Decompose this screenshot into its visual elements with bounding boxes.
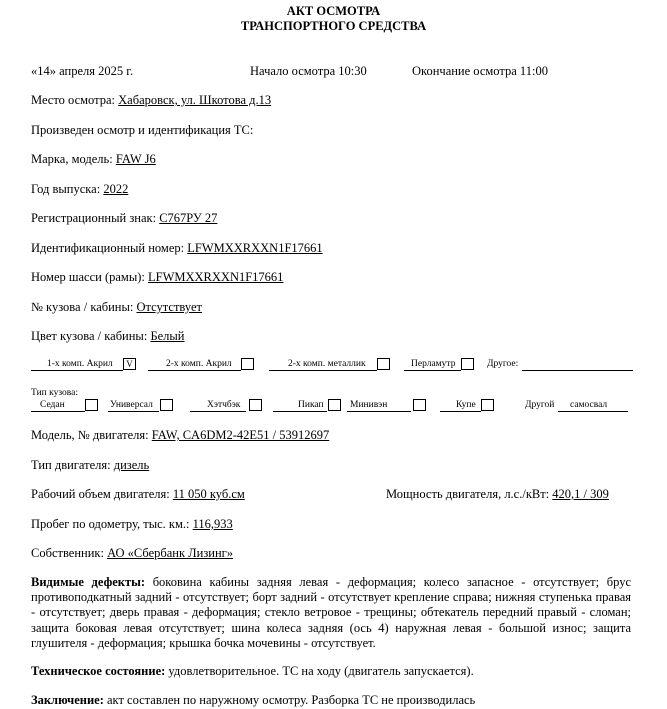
conclusion-row	[31, 693, 475, 708]
condition-label: Техническое состояние:	[31, 664, 166, 678]
body-checkbox[interactable]	[160, 399, 173, 411]
paint-line-2	[148, 370, 241, 371]
body-line-3	[190, 411, 246, 412]
paint-line-3	[269, 370, 377, 371]
defects-text: боковина кабины задняя левая - деформация; колесо запасное - отсутствует; брус противоподкатный задний - отсутствует; борт задний - отсутствует крепление справа; нижняя ступенька правая - отсутствует; дверь правая - деформация; стекло ветровое - трещины; обтекатель передний правый - сломан; защита боковая левая отсутствует; шина колеса задняя (ось 4) наружная левая - большой износ; защита глушителя - деформация; крышка бочка мочевины - отсутствует.	[31, 575, 631, 650]
paint-other-line	[522, 370, 633, 371]
vin-label: Идентификационный номер:	[31, 241, 188, 255]
body-option-label: Минивэн	[350, 400, 388, 410]
engine-label: Модель, № двигателя:	[31, 428, 152, 442]
vin-row	[31, 241, 323, 256]
owner-value: АО «Сбербанк Лизинг»	[107, 546, 234, 560]
body-number-value: Отсутствует	[136, 300, 202, 314]
condition-row	[31, 664, 474, 679]
engine-row	[31, 428, 329, 443]
vin-value: LFWMXXRXXN1F17661	[187, 241, 323, 255]
make-row	[31, 152, 156, 167]
odometer-label: Пробег по одометру, тыс. км.:	[31, 517, 193, 531]
odometer-row	[31, 517, 233, 532]
odometer-value: 116,933	[192, 517, 233, 531]
defects-paragraph	[31, 575, 631, 651]
owner-row	[31, 546, 233, 561]
body-option-label: Хэтчбэк	[207, 400, 241, 410]
body-line-5	[347, 411, 411, 412]
plate-value: С767РУ 27	[159, 211, 218, 225]
body-checkbox[interactable]	[413, 399, 426, 411]
paint-other-label: Другое:	[487, 359, 519, 369]
body-other-label: Другой	[525, 400, 555, 410]
body-line-1	[31, 411, 85, 412]
displacement-label: Рабочий объем двигателя:	[31, 487, 173, 501]
body-number-row	[31, 300, 202, 315]
start-time: Начало осмотра 10:30	[250, 64, 367, 78]
color-row	[31, 329, 185, 344]
body-other-line	[558, 411, 628, 412]
body-checkbox[interactable]	[249, 399, 262, 411]
doc-title-line1: АКТ ОСМОТРА	[286, 4, 381, 18]
body-checkbox[interactable]	[328, 399, 341, 411]
engine-value: FAW, CA6DM2-42E51 / 53912697	[151, 428, 330, 442]
chassis-label: Номер шасси (рамы):	[31, 270, 148, 284]
year-row	[31, 182, 128, 197]
power-label: Мощность двигателя, л.с./кВт:	[386, 487, 553, 501]
conclusion-text: акт составлен по наружному осмотру. Разборка ТС не производилась	[103, 693, 476, 707]
paint-option-label: 1-х комп. Акрил	[47, 359, 113, 369]
make-value: FAW J6	[115, 152, 156, 166]
body-other-value: самосвал	[570, 400, 608, 410]
chassis-value: LFWMXXRXXN1F17661	[148, 270, 284, 284]
paint-option-label: 2-х комп. металлик	[288, 359, 366, 369]
paint-checkbox[interactable]	[461, 358, 474, 370]
doc-title-line2: ТРАНСПОРТНОГО СРЕДСТВА	[240, 19, 427, 33]
paint-option-label: Перламутр	[411, 359, 456, 369]
place-label: Место осмотра:	[31, 93, 119, 107]
conclusion-label: Заключение:	[31, 693, 104, 707]
body-line-6	[440, 411, 481, 412]
make-label: Марка, модель:	[31, 152, 116, 166]
year-label: Год выпуска:	[31, 182, 104, 196]
color-value: Белый	[150, 329, 185, 343]
plate-row	[31, 211, 217, 226]
body-option-label: Купе	[456, 400, 476, 410]
place-row	[31, 93, 271, 108]
plate-label: Регистрационный знак:	[31, 211, 160, 225]
inspection-intro: Произведен осмотр и идентификация ТС:	[31, 123, 254, 137]
paint-checkbox[interactable]: V	[123, 358, 136, 370]
engine-type-value: дизель	[113, 458, 150, 472]
inspection-date: «14» апреля 2025 г.	[31, 64, 134, 78]
body-number-label: № кузова / кабины:	[31, 300, 137, 314]
paint-checkbox[interactable]	[241, 358, 254, 370]
paint-checkbox[interactable]	[377, 358, 390, 370]
owner-label: Собственник:	[31, 546, 108, 560]
power-value: 420,1 / 309	[552, 487, 609, 501]
body-checkbox[interactable]	[481, 399, 494, 411]
body-type-title: Тип кузова:	[31, 388, 79, 398]
paint-option-label: 2-х комп. Акрил	[166, 359, 232, 369]
place-value: Хабаровск, ул. Шкотова д.13	[118, 93, 272, 107]
body-option-label: Седан	[40, 400, 65, 410]
displacement-row	[31, 487, 245, 502]
year-value: 2022	[103, 182, 129, 196]
engine-type-row	[31, 458, 149, 473]
paint-line-1	[31, 370, 123, 371]
body-option-label: Пикап	[298, 400, 324, 410]
body-line-4	[273, 411, 327, 412]
condition-text: удовлетворительное. ТС на ходу (двигатель запускается).	[165, 664, 474, 678]
end-time: Окончание осмотра 11:00	[412, 64, 548, 78]
body-option-label: Универсал	[110, 400, 153, 410]
body-checkbox[interactable]	[85, 399, 98, 411]
engine-type-label: Тип двигателя:	[31, 458, 114, 472]
chassis-row	[31, 270, 283, 285]
body-line-2	[108, 411, 159, 412]
paint-line-4	[404, 370, 461, 371]
power-row	[386, 487, 609, 502]
color-label: Цвет кузова / кабины:	[31, 329, 151, 343]
defects-label: Видимые дефекты:	[31, 575, 146, 589]
displacement-value: 11 050 куб.см	[172, 487, 245, 501]
